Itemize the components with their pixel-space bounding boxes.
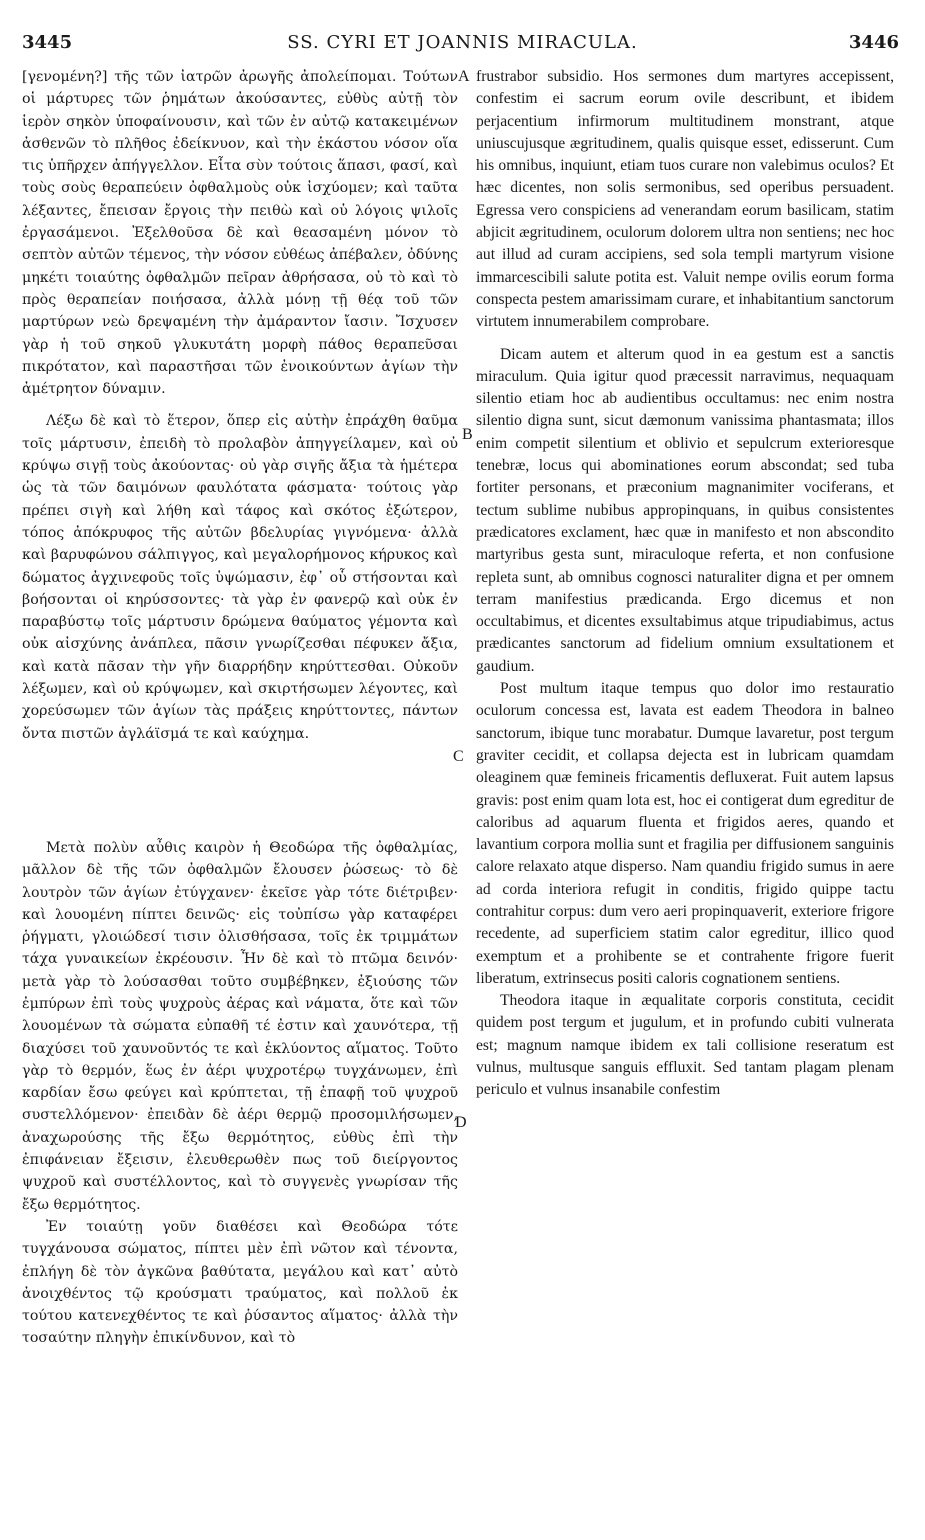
latin-paragraph-4: Theodora itaque in æqualitate corporis constituta, cecidit quidem post tergum et jugulum, et in profundo cubiti vulnerata est; magnum namque ibidem ex tali collisione reseratum est vulnus, multusque sanguis effluxit. Sed tantam plagam plenam periculo et vulnus insanabile confestim: [476, 992, 894, 1099]
left-column-number: 3445: [22, 32, 73, 53]
section-marker-d: D: [455, 1114, 467, 1131]
greek-column: [22, 66, 458, 1350]
greek-paragraph-2: Λέξω δὲ καὶ τὸ ἕτερον, ὅπερ εἰς αὐτὴν ἐπράχθη θαῦμα τοῖς μάρτυσιν, ἐπειδὴ τὸ προλαβὸν ἀπηγγείλαμεν, καὶ οὐ κρύψω σιγῇ τοὺς ἀκούοντας· οὐ γὰρ σιγῆς ἄξια τὰ ἡμέτερα ὡς τὰ τῶν δαιμόνων φαυλότατα φάσματα· τούτοις γὰρ πρέπει σιγὴ καὶ λήθη καὶ τάφος καὶ σκότος ἐξώτερον, τόπος ἀπόκρυφος τῆς αὐτῶν βδελυρίας γιγνόμενα· ἀλλὰ καὶ βαρυφώνου σάλπιγγος, καὶ μεγαλορήμονος κήρυκος καὶ δώματος ἀγχινεφοῦς τοῖς ὑψώμασιν, ἐφ᾽ οὗ στήσονται καὶ βοήσονται οἱ κηρύσσοντες· τὰ γὰρ ἐν φανερῷ καὶ οὐκ ἐν παραβύστῳ τοῖς μάρτυσιν δρώμενα θαύματος γέμοντα καὶ οὐκ αἰσχύνης ἀνάπλεα, πᾶσιν γνωρίζεσθαι πέφυκεν ἄξια, καὶ κατὰ πᾶσαν τὴν γῆν διαρρήδην κηρύττεσθαι. Οὐκοῦν λέξωμεν, καὶ οὐ κρύψωμεν, καὶ σκιρτήσωμεν λέγοντες, καὶ χορεύσωμεν τῶν ἁγίων τὰς πράξεις κηρύττοντες, πάντων ὄντα πιστῶν ἀγλάϊσμά τε καὶ καύχημα.: [22, 413, 458, 742]
greek-paragraph-3: Μετὰ πολὺν αὖθις καιρὸν ἡ Θεοδώρα τῆς ὀφθαλμίας, μᾶλλον δὲ τῆς τῶν ὀφθαλμῶν ἔλουσεν ῥώσεως· τὸ δὲ λουτρὸν τῶν ἁγίων ἐτύγχανεν· ἐκεῖσε γὰρ τότε διέτριβεν· καὶ λουομένη πίπτει δεινῶς· εἰς τοὐπίσω γὰρ καταφέρει ῥήγματι, γλοιώδεσί τισιν ὀλισθήσασα, τοῖς ἐκ τριμμάτων τάχα γυναικείων ἐκρέουσιν. Ἦν δὲ καὶ τὸ πτῶμα δεινόν· μετὰ γὰρ τὸ λούσασθαι τοῦτο συμβέβηκεν, ἐξιούσης τῶν ἐμπύρων ἐπὶ τοὺς ψυχροὺς ἀέρας καὶ νάματα, ὅτε καὶ τῶν λουομένων τὰ σώματα εὐπαθῆ τέ ἐστιν καὶ χαυνότερα, τῇ διαχύσει τοῦ χαυνοῦντός τε καὶ ἐκλύοντος αἵματος. Τοῦτο γὰρ τὸ θερμόν, ἕως ἐν ἀέρι ψυχροτέρῳ τυγχάνωμεν, ἐπὶ καρδίαν ἔσω φεύγει καὶ κρύπτεται, τῇ ἐπαφῇ τοῦ ψυχροῦ συστελλόμενον· ἐπειδὰν δὲ ἀέρι θερμῷ προσομιλήσωμεν, ἀναχωρούσης τῆς ἔξω θερμότητος, εὐθὺς ἐπὶ τὴν ἐπιφάνειαν ἔξεισιν, ἐλευθερωθὲν πως τοῦ διείργοντος ψυχροῦ καὶ συστέλλοντος, καὶ τὸ συγγενὲς γνωρίσαν τῆς ἔξω θερμότητος.: [22, 839, 458, 1213]
page-header: [0, 32, 925, 54]
latin-paragraph-2: Dicam autem et alterum quod in ea gestum est a sanctis miraculum. Quia igitur quod præcessit narravimus, nequaquam silentio etiam hoc ab audientibus occultamus: nec enim nostra silentio digna sunt, sicut dæmonum vanissima phantasmata; illos enim competit silentium et oblivio et sepulcrum exterioresque tenebræ, locus qui abominationes eorum abscondat; sed tuba fortiter personans, et præconium magnanimiter vociferans, et tectum sublime nubibus appropinquans, in quibus consistentes prædicatores exclament, hæc quæ in manifesto et non abscondito martyribus gesta sunt, miraculoque referta, et non confusione repleta sunt, ab omnibus cognosci naturaliter digna et per omnem terram manifestius prædicanda. Ergo dicemus et non occultabimus, et dicentes exsultabimus atque tripudiabimus, actus prædicantes sanctorum ad fidelium omnium exsultationem et gaudium.: [476, 345, 894, 675]
right-column-number: 3446: [848, 32, 899, 53]
running-title: SS. CYRI ET JOANNIS MIRACULA.: [287, 32, 638, 53]
greek-paragraph-1: [γενομένη?] τῆς τῶν ἰατρῶν ἀρωγῆς ἀπολείπομαι. Τούτων οἱ μάρτυρες τῶν ῥημάτων ἀκούσαντες, εὐθὺς αὐτῇ τὸν ἱερὸν σηκὸν ὑποφαίνουσιν, καὶ τῶν ἐν αὐτῷ κατακειμένων ἀσθενῶν τὸ πλῆθος ἐδείκνυον, καὶ τὴν ἑκάστου νόσον οἵα τις ὑπῆρχεν ἀπήγγελλον. Εἶτα σὺν τούτοις ἅπασι, φασί, καὶ τοὺς σοὺς θεραπεύειν ὀφθαλμοὺς οὐκ ἰσχύομεν; καὶ ταῦτα λέξαντες, ἔπεισαν ἔργοις τὴν πειθὼ καὶ οὐ λόγοις ψιλοῖς ἐργασάμενοι. Ἐξελθοῦσα δὲ καὶ θεασαμένη μόνον τὸ σεπτὸν αὐτῶν τέμενος, τὴν νόσον εὐθέως ἀπέβαλεν, ὀδύνης μηκέτι τοιαύτης ὀφθαλμῶν πεῖραν ἀθρήσασα, οὐ τὸ καὶ τὸ πρὸς θεραπείαν ποιήσασα, ἀλλὰ μόνῃ τῇ θέᾳ τοῦ τῶν μαρτύρων νεὼ δρεψαμένη τὴν ἀμάραντον ἴασιν. Ἴσχυσεν γὰρ ἡ τοῦ σηκοῦ γλυκυτάτη μορφὴ πάθος θεραπεῦσαι πικρότατον, καὶ παραστῆσαι τῶν ἐνοικούντων ἁγίων τὴν ἀμέτρητον δύναμιν.: [22, 69, 458, 398]
section-marker-b: B: [462, 426, 473, 443]
section-marker-a: A: [458, 68, 470, 85]
latin-paragraph-1: frustrabor subsidio. Hos sermones dum martyres accepissent, confestim ei sacrum eorum ovile describunt, et ibidem perjacentium infirmorum multitudinem monstrant, atque uniuscujusque ægritudinem, qualis quisque esset, edisserunt. Cum his omnibus, inquiunt, etiam tuos curare non valebimus oculos? Et hæc dicentes, non solis sermonibus, sed operibus persuadent. Egressa vero conspiciens ad venerandam eorum basilicam, statim abjicit ægritudinem, oculorum dolorem ultra non sentiens; nec hoc aut illud ad curam accipiens, sed sola templi martyrum visione immarcescibili salute potita est. Valuit nempe ovilis eorum forma conspecta pestem amarissimam curare, et inhabitantium sanctorum virtutem innumerabilem comprobare.: [476, 68, 894, 331]
latin-paragraph-3: Post multum itaque tempus quo dolor imo restauratio oculorum concessa est, lavata est eadem Theodora in balneo sanctorum, ibique tunc morabatur. Dumque lavaretur, post tergum graviter cecidit, et collapsa dejecta est in lubricam quamdam oleaginem quæ femineis fricamentis defluxerat. Fuit autem lapsus gravis: post enim quam lota est, hoc ei contigerat dum egreditur de caloribus ad aquarum fluenta et frigidos aeres, quando et lavantium corpora mollia sunt et fragilia per diffusionem sanguinis calore relaxato atque disperso. Nam quandiu frigido sumus in aere ad corda interiora refugit in conditis, frigido quippe tactu contrahitur corpus: dum vero aeri propinquaverit, exteriore frigore recedente, ad superficiem statim calor egreditur, illico quod exemptum et a prohibente se et contrahente frigore fuerit liberatum, extrinsecus positi caloris cognationem sentiens.: [476, 680, 894, 987]
section-marker-c: C: [453, 748, 464, 765]
latin-column: [476, 66, 894, 1102]
greek-paragraph-4: Ἐν τοιαύτῃ γοῦν διαθέσει καὶ Θεοδώρα τότε τυγχάνουσα σώματος, πίπτει μὲν ἐπὶ νῶτον καὶ τένοντα, ἐπλήγη δὲ τὸν ἀγκῶνα βαθύτατα, μεγάλου καὶ κατ᾽ αὐτὸ ἀνοιχθέντος τῷ κρούσματι τραύματος, καὶ πολλοῦ ἐκ τούτου κατενεχθέντος τε καὶ ῥύσαντος αἵματος· ἀλλὰ τὴν τοσαύτην πληγὴν ἐπικίνδυνον, καὶ τὸ: [22, 1218, 458, 1347]
